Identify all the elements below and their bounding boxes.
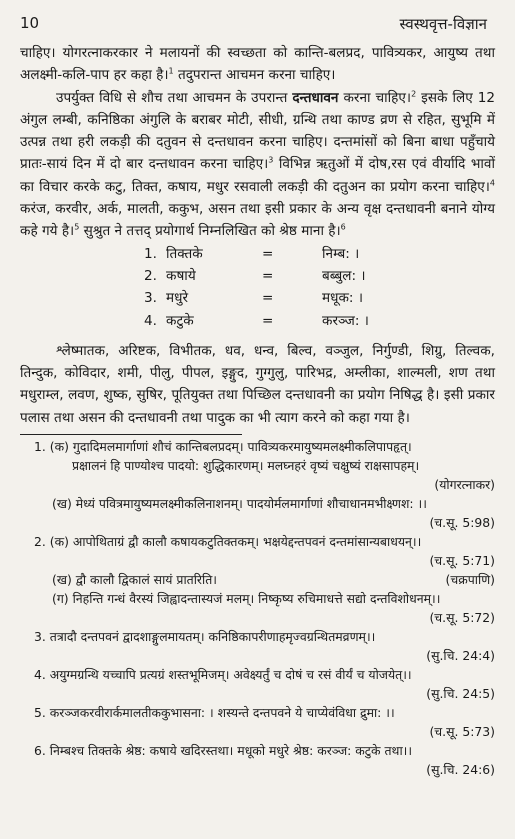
footnote-2b: (ख) द्वौ कालौ द्विकालं सायं प्रातरिति। (चक्रपाणि) xyxy=(52,572,495,588)
footnote-6: 6. निम्बश्च तिक्तके श्रेष्ठ: कषाये खदिरस्तथा। मधूको मधुरे श्रेष्ठ: करञ्ज: कटुके तथा।। xyxy=(34,743,413,759)
footnote-1b: प्रक्षालनं हि पाण्योश्च पादयो: शुद्धिकारणम्। मलघ्नहरं वृष्यं चक्षुष्यं राक्षसापहम्। xyxy=(72,458,420,474)
footnote-source: (चक्रपाणि) xyxy=(445,572,495,588)
running-title: स्वस्थवृत्त-विज्ञान xyxy=(399,15,487,33)
footnote-source: (च.सू. 5:72) xyxy=(429,610,495,626)
footnote-2a: 2. (क) आपोथिताग्रं द्वौ कालौ कषायकटुतिक्तकम्। भक्षयेद्दन्तपवनं दन्तमांसान्यबाधयन्।। xyxy=(34,534,422,550)
paragraph-1: चाहिए। योगरत्नाकरकार ने मलायनों की स्वच्छता को कान्ति-बलप्रद, पावित्र्यकर, आयुष्य तथा अलक्ष्मी-कलि-पाप हर कहा है।$^1$ तदुपरान्त आचमन करना चाहिए। xyxy=(20,45,495,84)
footnote-ref: 6 xyxy=(340,222,346,232)
footnotes xyxy=(20,437,495,779)
footnote-1a: 1. (क) गुदादिमलमार्गाणां शौचं कान्तिबलप्रदम्। पावित्र्यकरमायुष्यमलक्ष्मीकलिपापहृत्। xyxy=(34,439,412,455)
footnote-source: (च.सू. 5:98) xyxy=(429,515,495,531)
list-item: 3. मधुरे = मधूक: । xyxy=(144,290,363,307)
list-item: 4. कटुके = करञ्ज: । xyxy=(144,312,369,329)
footnote-ref: 3 xyxy=(268,155,274,165)
footnote-source: (सु.चि. 24:6) xyxy=(426,762,495,778)
footnote-source: (योगरत्नाकर) xyxy=(434,477,495,493)
footnote-ref: 4 xyxy=(489,178,495,188)
rasa-list xyxy=(144,243,495,332)
footnote-1c: (ख) मेध्यं पवित्रमायुष्यमलक्ष्मीकलिनाशनम्। पादयोर्मलमार्गाणां शौचाधानमभीक्ष्णश: ।। xyxy=(52,496,427,512)
page-body xyxy=(20,42,495,779)
footnote-ref: 2 xyxy=(411,89,417,99)
footnote-3: 3. तत्रादौ दन्तपवनं द्वादशाङ्गुलमायतम्। कनिष्ठिकापरीणाहमृज्वग्रन्थितमव्रणम्।। xyxy=(34,629,376,645)
footnote-ref: 5 xyxy=(74,222,80,232)
footnote-source: (च.सू. 5:73) xyxy=(429,724,495,740)
footnote-source: (सु.चि. 24:5) xyxy=(426,686,495,702)
paragraph-3: श्लेष्मातक, अरिष्टक, विभीतक, धव, धन्व, बिल्व, वञ्जुल, निर्गुण्डी, शिग्रु, तिल्वक, तिन्दुक, कोविदार, शमी, पीलु, पीपल, इङ्गुद, गुग्गुलु, पारिभद्र, अम्लीका, शाल्मली, शण तथा मधुराम्ल, लवण, शुष्क, सुषिर, पूतियुक्त तथा पिच्छिल दन्तधावनी का प्रयोग निषिद्ध है। इसी प्रकार पलास तथा असन की दन्तधावनी तथा पादुक का भी त्याग करने को कहा गया है। xyxy=(20,342,495,426)
page-number: 10 xyxy=(20,14,40,32)
list-item: 1. तिक्तके = निम्ब: । xyxy=(144,245,360,262)
paragraph-2: उपर्युक्त विधि से शौच तथा आचमन के उपरान्त दन्तधावन करना चाहिए।$^2$ इसके लिए 12 अंगुल लम्बी, कनिष्ठिका अंगुलि के बराबर मोटी, सीधी, ग्रन्थि तथा काण्ड व्रण से रहित, सुभूमि में उत्पन्न तथा हरी लकड़ी की दतुवन से दन्तधावन करना चाहिए। दन्तमांसों को बिना बाधा पहुँचाये प्रातः-सायं दिन में दो बार दन्तधावन करना चाहिए।$^3$ विभिन्न ऋतुओं में दोष,रस एवं वीर्यादि भावों का विचार करके कटु, तिक्त, कषाय, मधुर रसवाली लकड़ी की दतुअन का प्रयोग करना चाहिए।$^4$ करंज, करवीर, अर्क, मालती, ककुभ, असन तथा इसी प्रकार के अन्य वृक्ष दन्तधावनी बनाने योग्य कहे गये है।$^5$ सुश्रुत ने तत्तद् प्रयोगार्थ निम्नलिखित को श्रेष्ठ माना है।$^6$ xyxy=(20,89,495,240)
footnote-2c: (ग) निहन्ति गन्धं वैरस्यं जिह्वादन्तास्यजं मलम्। निष्कृष्य रुचिमाधत्ते सद्यो दन्तविशोधनम्।। xyxy=(52,591,441,607)
footnote-4: 4. अयुग्मग्रन्थि यच्चापि प्रत्यग्रं शस्तभूमिजम्। अवेक्ष्यर्तुं च दोषं च रसं वीर्यं च योजयेत्।। xyxy=(34,667,412,683)
footnote-divider xyxy=(20,434,242,435)
footnote-5: 5. करञ्जकरवीरार्कमालतीककुभासना: । शस्यन्ते दन्तपवने ये चाप्येवंविधा द्रुमा: ।। xyxy=(34,705,395,721)
emphasis-term: दन्तधावन xyxy=(292,89,339,106)
page-header xyxy=(20,14,487,34)
footnote-ref: 1 xyxy=(168,66,174,76)
list-item: 2. कषाये = बब्बुल: । xyxy=(144,267,366,284)
footnote-source: (सु.चि. 24:4) xyxy=(426,648,495,664)
footnote-source: (च.सू. 5:71) xyxy=(429,553,495,569)
